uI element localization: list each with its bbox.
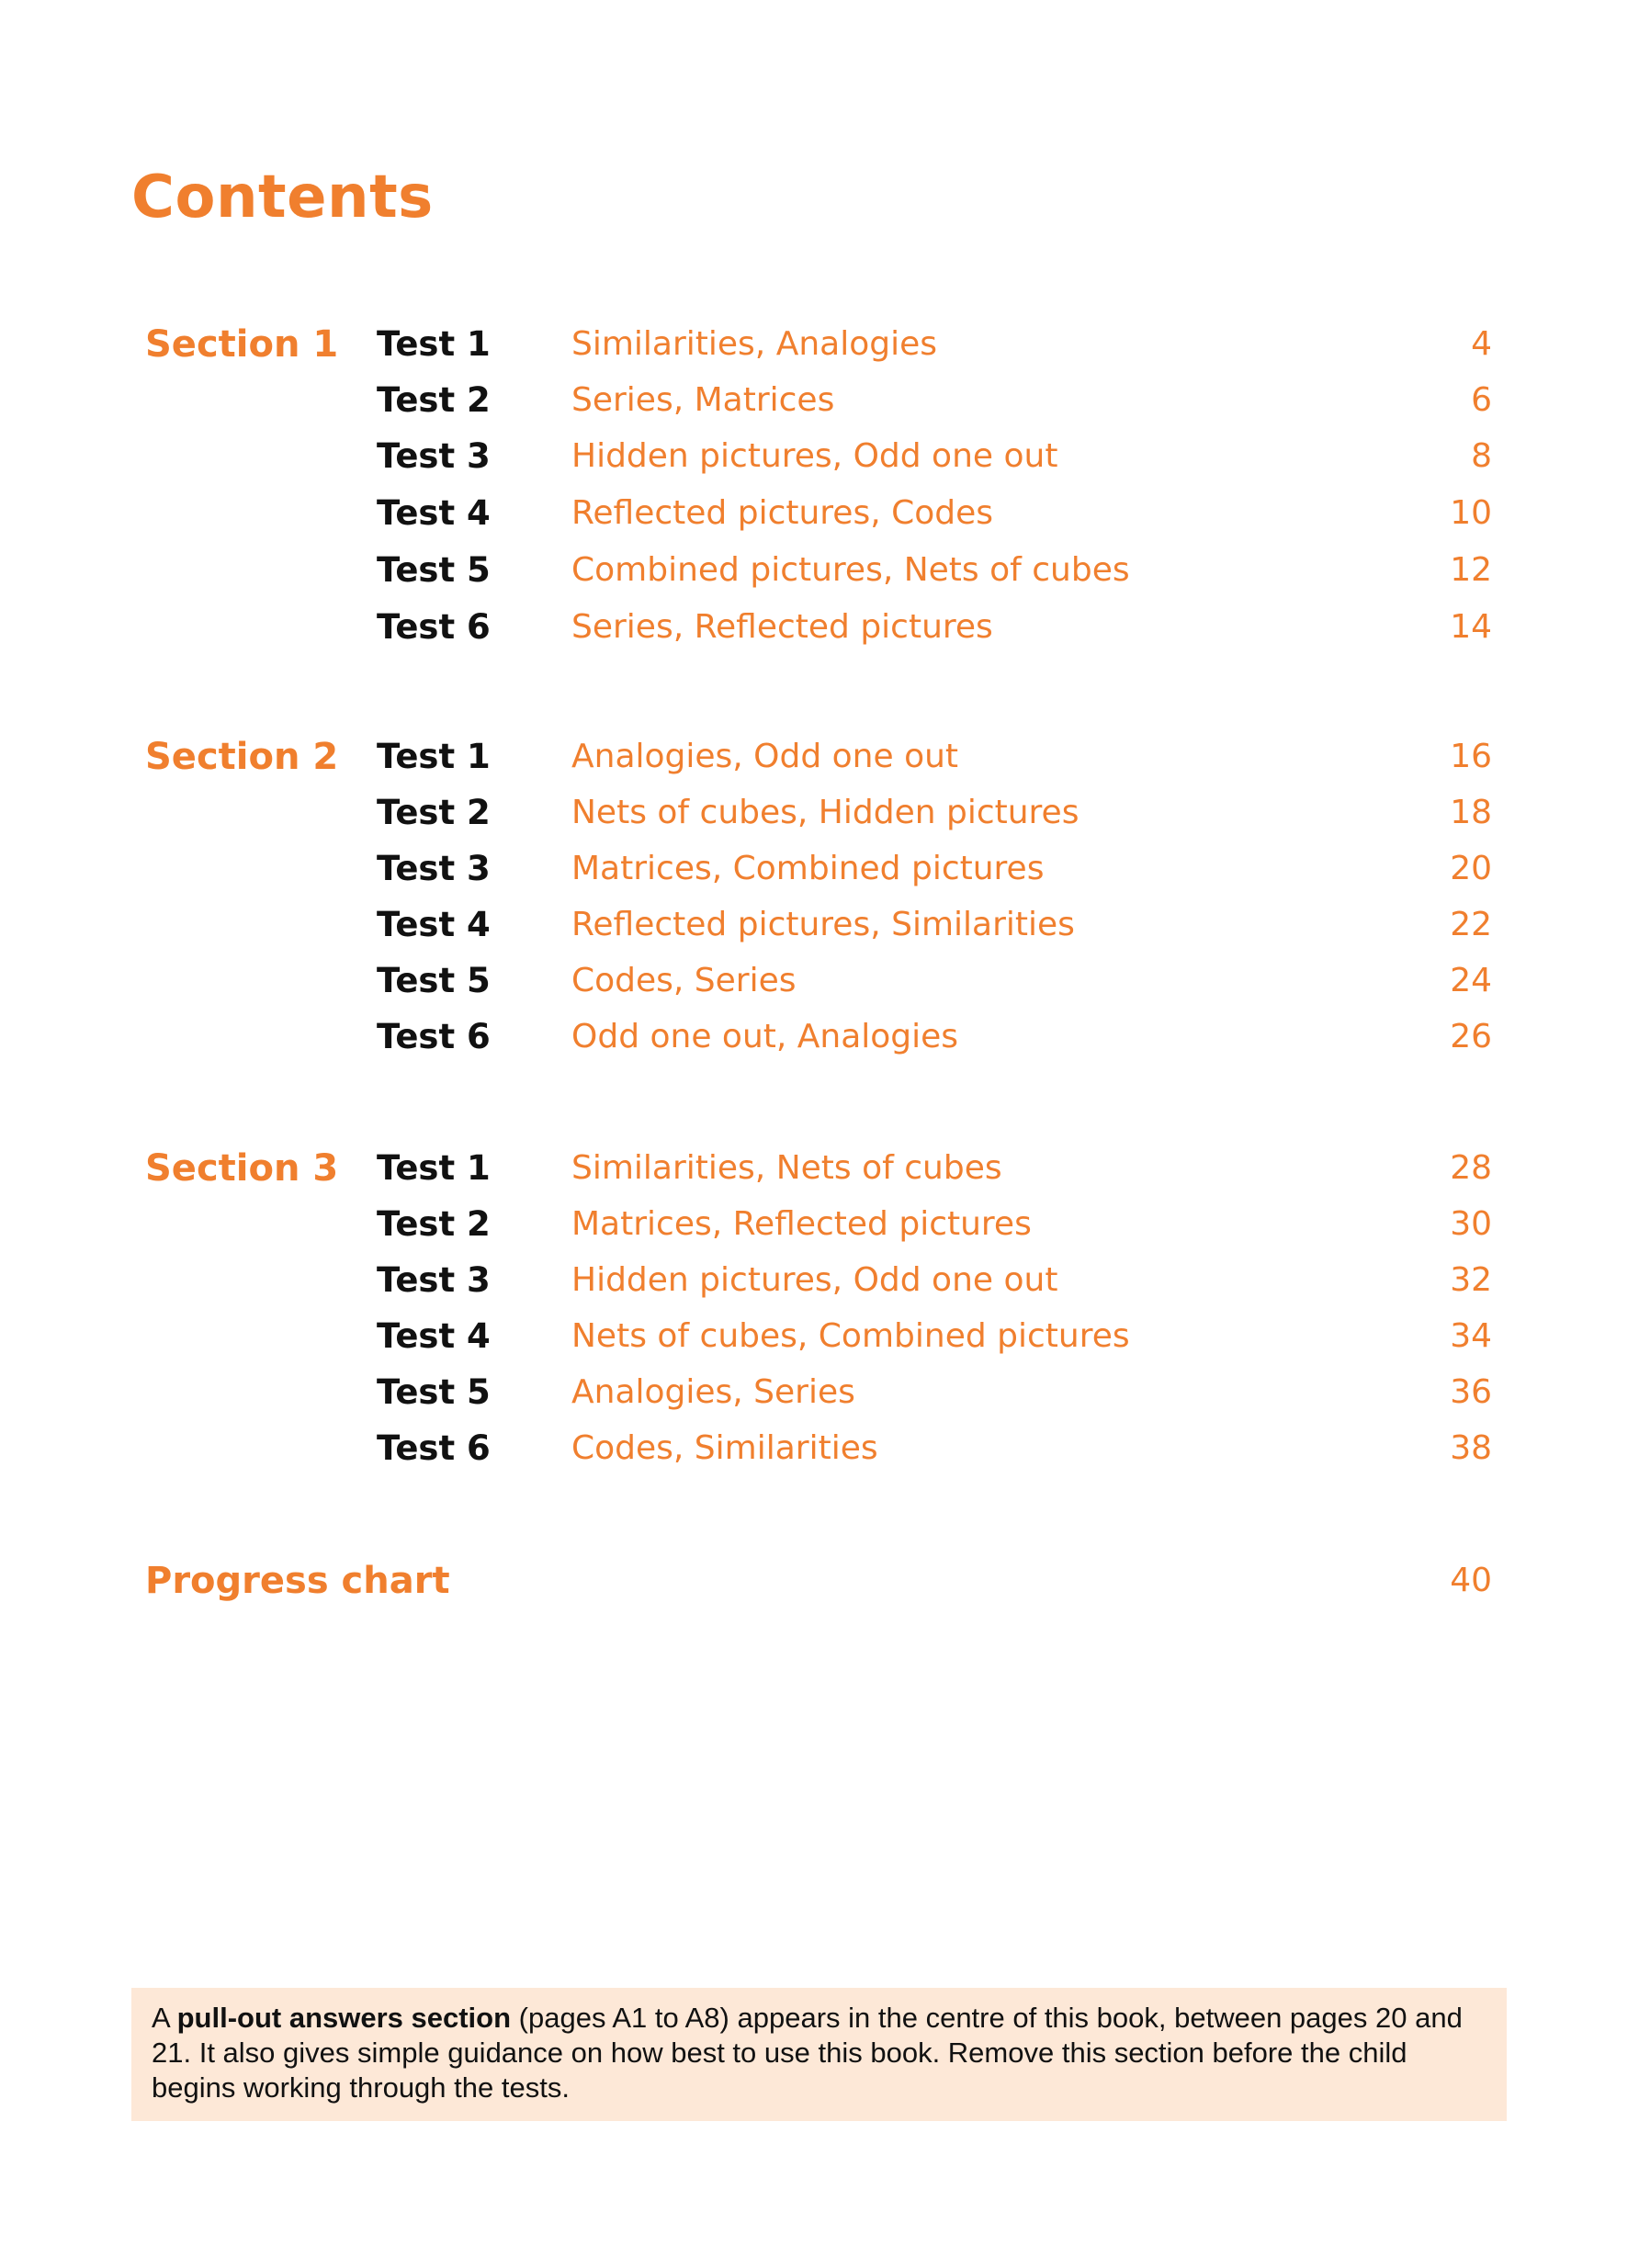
test-topic: Reflected pictures, Codes — [571, 494, 994, 532]
test-label: Test 2 — [377, 380, 491, 420]
test-label: Test 6 — [377, 607, 491, 647]
toc-row[interactable] — [0, 542, 1639, 599]
test-label: Test 4 — [377, 905, 491, 944]
test-topic: Nets of cubes, Combined pictures — [571, 1317, 1130, 1355]
test-label: Test 5 — [377, 961, 491, 1000]
test-label: Test 6 — [377, 1428, 491, 1468]
toc-row[interactable] — [0, 728, 1639, 785]
test-label: Test 2 — [377, 793, 491, 832]
page-number: 38 — [1450, 1429, 1492, 1467]
toc-row[interactable] — [0, 372, 1639, 429]
test-topic: Nets of cubes, Hidden pictures — [571, 794, 1079, 831]
section-label: Section 1 — [145, 323, 339, 366]
toc-row[interactable] — [0, 1009, 1639, 1066]
toc-row[interactable] — [0, 1196, 1639, 1253]
test-topic: Analogies, Series — [571, 1373, 855, 1411]
note-bold-text: pull-out answers section — [176, 2002, 512, 2034]
page-number: 18 — [1450, 794, 1492, 831]
test-label: Test 1 — [377, 324, 491, 364]
page-number: 22 — [1450, 906, 1492, 943]
toc-row[interactable] — [0, 953, 1639, 1010]
page-number: 26 — [1450, 1018, 1492, 1055]
toc-row[interactable] — [0, 316, 1639, 373]
test-label: Test 4 — [377, 1316, 491, 1356]
toc-row[interactable] — [0, 1364, 1639, 1421]
test-label: Test 5 — [377, 1372, 491, 1412]
toc-row[interactable] — [0, 1140, 1639, 1197]
toc-row[interactable] — [0, 784, 1639, 841]
toc-row[interactable] — [0, 1308, 1639, 1365]
page-number: 34 — [1450, 1317, 1492, 1355]
toc-row[interactable] — [0, 599, 1639, 656]
page-number: 28 — [1450, 1149, 1492, 1187]
test-topic: Matrices, Reflected pictures — [571, 1205, 1032, 1243]
page-number: 20 — [1450, 850, 1492, 887]
answers-note — [131, 1988, 1507, 2121]
test-topic: Hidden pictures, Odd one out — [571, 1261, 1058, 1299]
note-text: (pages A1 to A8) appears in the centre of this book, between pages 20 and 21. It also gives simple guidance on how best to use this book. Remove this section before the child begins working through the tests. — [152, 2002, 1463, 2104]
test-topic: Codes, Similarities — [571, 1429, 878, 1467]
test-topic: Hidden pictures, Odd one out — [571, 437, 1058, 475]
toc-row[interactable] — [0, 897, 1639, 953]
test-label: Test 6 — [377, 1017, 491, 1056]
test-topic: Reflected pictures, Similarities — [571, 906, 1075, 943]
section-label: Section 2 — [145, 736, 339, 778]
test-label: Test 5 — [377, 550, 491, 590]
toc-row[interactable] — [0, 841, 1639, 897]
progress-chart-label: Progress chart — [145, 1560, 450, 1602]
test-label: Test 3 — [377, 1260, 491, 1300]
toc-row[interactable] — [0, 1420, 1639, 1477]
page-number: 36 — [1450, 1373, 1492, 1411]
test-label: Test 3 — [377, 436, 491, 476]
page-number: 12 — [1450, 551, 1492, 589]
test-topic: Codes, Series — [571, 962, 797, 999]
page-title: Contents — [131, 164, 434, 231]
note-prefix: A — [152, 2002, 177, 2034]
page-number: 8 — [1471, 437, 1492, 475]
page-number: 10 — [1450, 494, 1492, 532]
toc-row[interactable] — [0, 1252, 1639, 1309]
section-label: Section 3 — [145, 1147, 339, 1190]
test-label: Test 2 — [377, 1204, 491, 1244]
page-number: 16 — [1450, 738, 1492, 775]
test-topic: Matrices, Combined pictures — [571, 850, 1045, 887]
page-number: 4 — [1471, 325, 1492, 363]
test-topic: Analogies, Odd one out — [571, 738, 959, 775]
test-topic: Similarities, Analogies — [571, 325, 937, 363]
page-number: 6 — [1471, 381, 1492, 419]
test-label: Test 1 — [377, 737, 491, 776]
page-number: 32 — [1450, 1261, 1492, 1299]
page-number: 40 — [1450, 1562, 1492, 1599]
progress-chart-row[interactable] — [0, 1552, 1639, 1609]
test-topic: Series, Reflected pictures — [571, 608, 993, 646]
page-number: 14 — [1450, 608, 1492, 646]
test-topic: Series, Matrices — [571, 381, 835, 419]
test-topic: Similarities, Nets of cubes — [571, 1149, 1002, 1187]
test-topic: Odd one out, Analogies — [571, 1018, 959, 1055]
test-topic: Combined pictures, Nets of cubes — [571, 551, 1130, 589]
page-number: 24 — [1450, 962, 1492, 999]
toc-row[interactable] — [0, 485, 1639, 542]
test-label: Test 1 — [377, 1148, 491, 1188]
page-number: 30 — [1450, 1205, 1492, 1243]
test-label: Test 3 — [377, 849, 491, 888]
toc-row[interactable] — [0, 428, 1639, 485]
test-label: Test 4 — [377, 493, 491, 533]
